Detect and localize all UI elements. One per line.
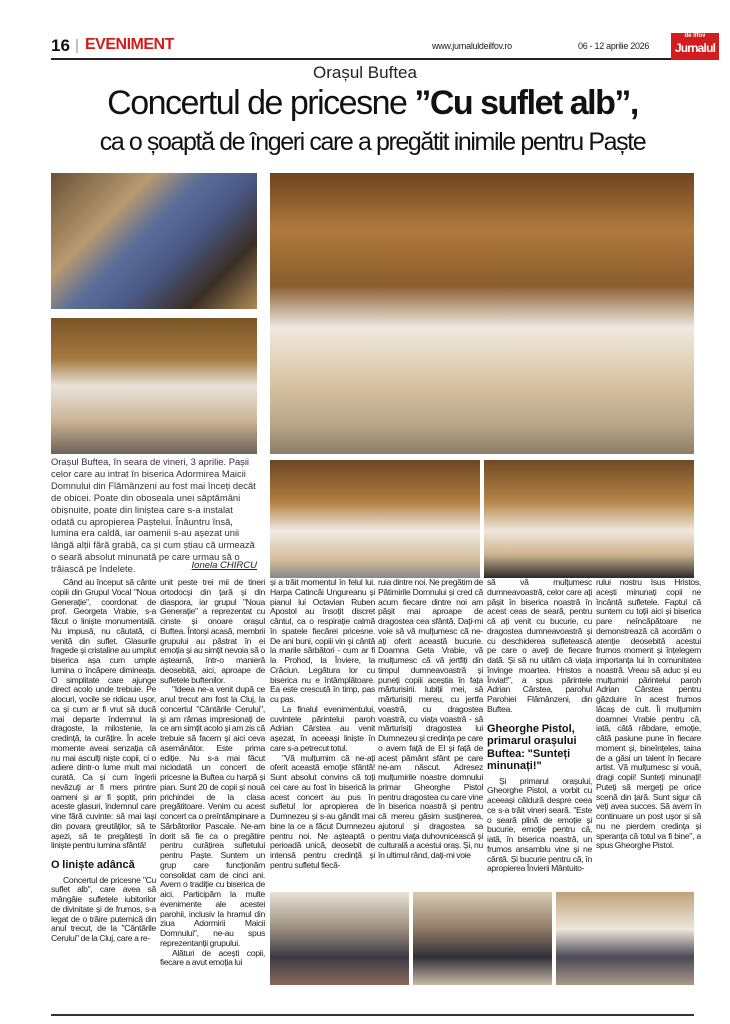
text-column-1 <box>51 578 156 944</box>
photo-choir-harp <box>270 173 694 454</box>
text-column-6 <box>596 578 701 884</box>
subheading: Gheorghe Pistol, primarul orașului Buftea: "Sunteți minunați!" <box>487 722 577 772</box>
photo-mayor-speaking <box>51 173 257 309</box>
text-column-2 <box>160 578 265 968</box>
text-column-3 <box>270 578 375 884</box>
issue-date: 06 - 12 aprilie 2026 <box>578 41 650 51</box>
subheading: O liniște adâncă <box>51 859 135 871</box>
logo-subtitle: de Ilfov <box>684 33 706 39</box>
paragraph: ruia dintre noi. Ne pregătim de Pătimirile Domnului și cred că acum fiecare dintre noi am pășit mai aproape de dragostea cea sfântă. Dați-mi voie să vă mulțumesc că ne-ați oferit această bucurie. Doamna Geta Vrabie, vă mulțumesc că vă jertfiți din timpul dumneavoastră și puneți copiii aceștia în fața mărturisirii. Iubiții mei, să mărturisiți mereu, cu jertfa voastră, cu dragostea voastră, cu viața voastră - să mărturisiți dragostea lui Dumnezeu și credința pe care o avem față de El și față de acest pământ sfânt pe care ne-am născut. Adresez mulțumirile noastre domnului primar Gheorghe Pistol pentru dragostea cu care vine în biserica noastră și pentru că mereu găsim susținerea, ajutorul și dragostea sa pentru viața duhovnicească și culturală a acestui oraș. Și, nu în ultimul rând, dați-mi voie <box>378 578 483 860</box>
headline-bold: ”Cu suflet alb”, <box>414 84 638 122</box>
paragraph: "Vă mulțumim că ne-ați oferit această emoție sfântă! Sunt absolut convins că toți cei care au fost în biserică la acest concert au pus în sufletul lor apropierea de Dumnezeu și s-au gândit mai bine la ce a făcut Dumnezeu pentru noi. Ne așteaptă o perioadă unică, deosebit de intensă pentru credință și pentru sufletul fiecă- <box>270 752 375 870</box>
article-kicker: Orașul Buftea <box>313 63 417 82</box>
text-column-5 <box>487 578 592 884</box>
author-byline: Ionela CHIRCU <box>191 560 257 571</box>
newspaper-logo <box>671 33 719 60</box>
paragraph: "Ideea ne-a venit după ce anul trecut am fost la Cluj, la concertul "Cântările Cerului", și am rămas impresionați de ce am simțit acolo și am zis că trebuie să facem și aici ceva asemănător. Este prima ediție. Nu s-a mai făcut niciodată un concert de pricesne la Buftea cu harpă și pian. Sunt 20 de copii și nouă prichindei de la clasa pregătitoare. Venim cu acest concert ca o preîntâmpinare a Sărbătorilor Pascale. Ne-am dorit să fie ca o pregătire pentru curățirea sufletului pentru Paște. Suntem un grup care funcționăm consolidat cam de cinci ani. Avem o tradiție cu biserica de aici. Participăm la multe evenimente ale acestei parohii, inclusiv la hramul din ziua Adormirii Maicii Domnului", ne-au spus reprezentanții grupului. <box>160 684 265 948</box>
page-number: 16 <box>51 36 70 55</box>
photo-choir-piano <box>484 460 694 578</box>
paragraph: Când au început să cânte copiii din Grupul Vocal "Noua Generație", coordonat de prof. Georgeta Vrabie, s-a făcut o liniște monumentală. Nu impusă, nu căutată, ci venită din suflet. Glasurile fragede și cristaline au umplut biserica așa cum umple lumina o încăpere dimineața. O simplitate care ajunge direct acolo unde trebuie. Pe alocuri, vocile se ridicau ușor, ca și cum ar fi vrut să ducă mai departe îndemnul la dragoste, la milostenie, la credință, la curățire. În acele momente aveai senzația că nu mai asculți niște copii, ci o adiere dintr-o lume mult mai curată. Ca și cum îngerii nevăzuți ar fi mers printre oameni și ar fi șoptit, prin aceste glasuri, îndemnul care vine fără cuvinte: să mai lași din povara greutăților, să te așezi, să te pregătești în liniște pentru lumina sfântă! <box>51 577 156 851</box>
photo-audience-2 <box>413 892 552 985</box>
photo-singers-priest <box>51 318 257 454</box>
section-label: EVENIMENT <box>85 36 174 53</box>
headline-line-2: ca o șoaptă de îngeri care a pregătit inimile pentru Paște <box>99 128 646 156</box>
photo-audience-3 <box>556 892 694 985</box>
photo-caption-lead: Orașul Buftea, în seara de vineri, 3 aprilie. Pașii celor care au intrat în biserica Adormirea Maicii Domnului din Flămânzeni au fost mai înceți decât de obicei. Poate din oboseala unei săptămâni obișnuite, poate din liniștea care s-a instalat odată cu apropierea Paștelui. Înăuntru însă, lumina era caldă, iar oamenii s-au așezat unii lângă alții fără grabă, ca și cum știau că urmează o seară absolut minunată pe care urmau să o trăiască pe îndelete. <box>51 456 256 575</box>
paragraph: Concertul de pricesne "Cu suflet alb", care avea să mângâie sufletele iubitorilor de divinitate și de frumos, s-a legat de o trăire puternică din anul trecut, de la "Cântările Cerului" de la Cluj, care a re- <box>51 874 156 943</box>
paragraph: Alături de acești copii, fiecare a avut emoția lui <box>160 947 265 968</box>
paragraph: unit peste trei mii de tineri ortodocși din țară și din diaspora, iar grupul "Noua Generație" a reprezentat cu cinste și onoare orașul Buftea. Întorși acasă, membrii grupului au păstrat în ei emoția și au simțit nevoia să o aștearnă, într-o manieră deosebită, aici, aproape de sufletele buftenilor. <box>160 577 265 685</box>
header-rule <box>51 58 671 60</box>
logo-title: Jurnalul <box>674 41 716 55</box>
paragraph: Și primarul orașului, Gheorghe Pistol, a vorbit cu aceeași căldură despre ceea ce s-a trăit vineri seară. "Este o seară plină de emoție și bucurie, emoție pentru că, iată, în biserica noastră, un frumos ansamblu vine și ne cântă. Și bucurie pentru că, în apropierea Învierii Mântuito- <box>487 775 592 874</box>
photo-audience-1 <box>270 892 409 985</box>
paragraph: și a trăit momentul în felul lui. Harpa Catincăi Ungureanu și pianul lui Octavian Ruben Apostol au însoțit discret cântul, ca o respirație calmă în spatele fiecărei pricesne. De ani buni, copiii vin și cântă la marile sărbători - cum ar fi la Prohod, la Înviere, la Crăciun. Legătura lor cu biserica nu e întâmplătoare. Ea este crescută în timp, pas cu pas. <box>270 578 375 704</box>
footer-rule <box>51 1014 694 1016</box>
headline-line-1 <box>51 84 694 122</box>
paragraph: La finalul evenimentului, cuvintele părintelui paroh Adrian Cârstea au venit așezat, în aceeași liniște în care s-a petrecut totul. <box>270 703 375 753</box>
text-column-4 <box>378 578 483 884</box>
paragraph: să vă mulțumesc dumneavoastră, celor care ați pășit în biserica noastră în acest ceas de seară, pentru că ați venit cu bucurie, cu dragostea dumneavoastră și cu deschiderea sufletească pe care o aveți de fiecare dată. Și să nu uităm că viața învinge moartea. Hristos a Înviat!", a spus părintele Adrian Cârstea, parohul Parohiei Flămânzeni, din Buftea. <box>487 578 592 714</box>
photo-choir-wide <box>270 460 480 578</box>
header-separator: | <box>75 37 79 54</box>
paragraph: rului nostru Isus Hristos, acești minunați copii ne încântă sufletele. Faptul că suntem cu toții aici și biserica pare neîncăpătoare ne demonstrează că acordăm o atenție deosebită acestui frumos moment și înțelegem importanța lui în comunitatea noastră. Vreau să aduc și eu mulțumiri părintelui paroh Adrian Cârstea pentru găzduire în acest frumos lăcaș de cult. Îi mulțumim doamnei Vrabie pentru că, iată, câtă răbdare, emoție, câtă pasiune pune în fiecare moment și, bineînțeles, taina de a găsi un talent în fiecare artist. Vă mulțumesc și vouă, dragi copii! Sunteți minunați! Puteți să mergeți pe orice scenă din țară. Sunt sigur că veți avea succes. Să avem în continuare un post ușor și să nu ne pierdem credința și speranța că totul va fi bine", a spus Gheorghe Pistol. <box>596 578 701 851</box>
headline-regular: Concertul de pricesne <box>107 84 415 122</box>
website-url[interactable]: www.jurnaluldeilfov.ro <box>432 41 512 51</box>
